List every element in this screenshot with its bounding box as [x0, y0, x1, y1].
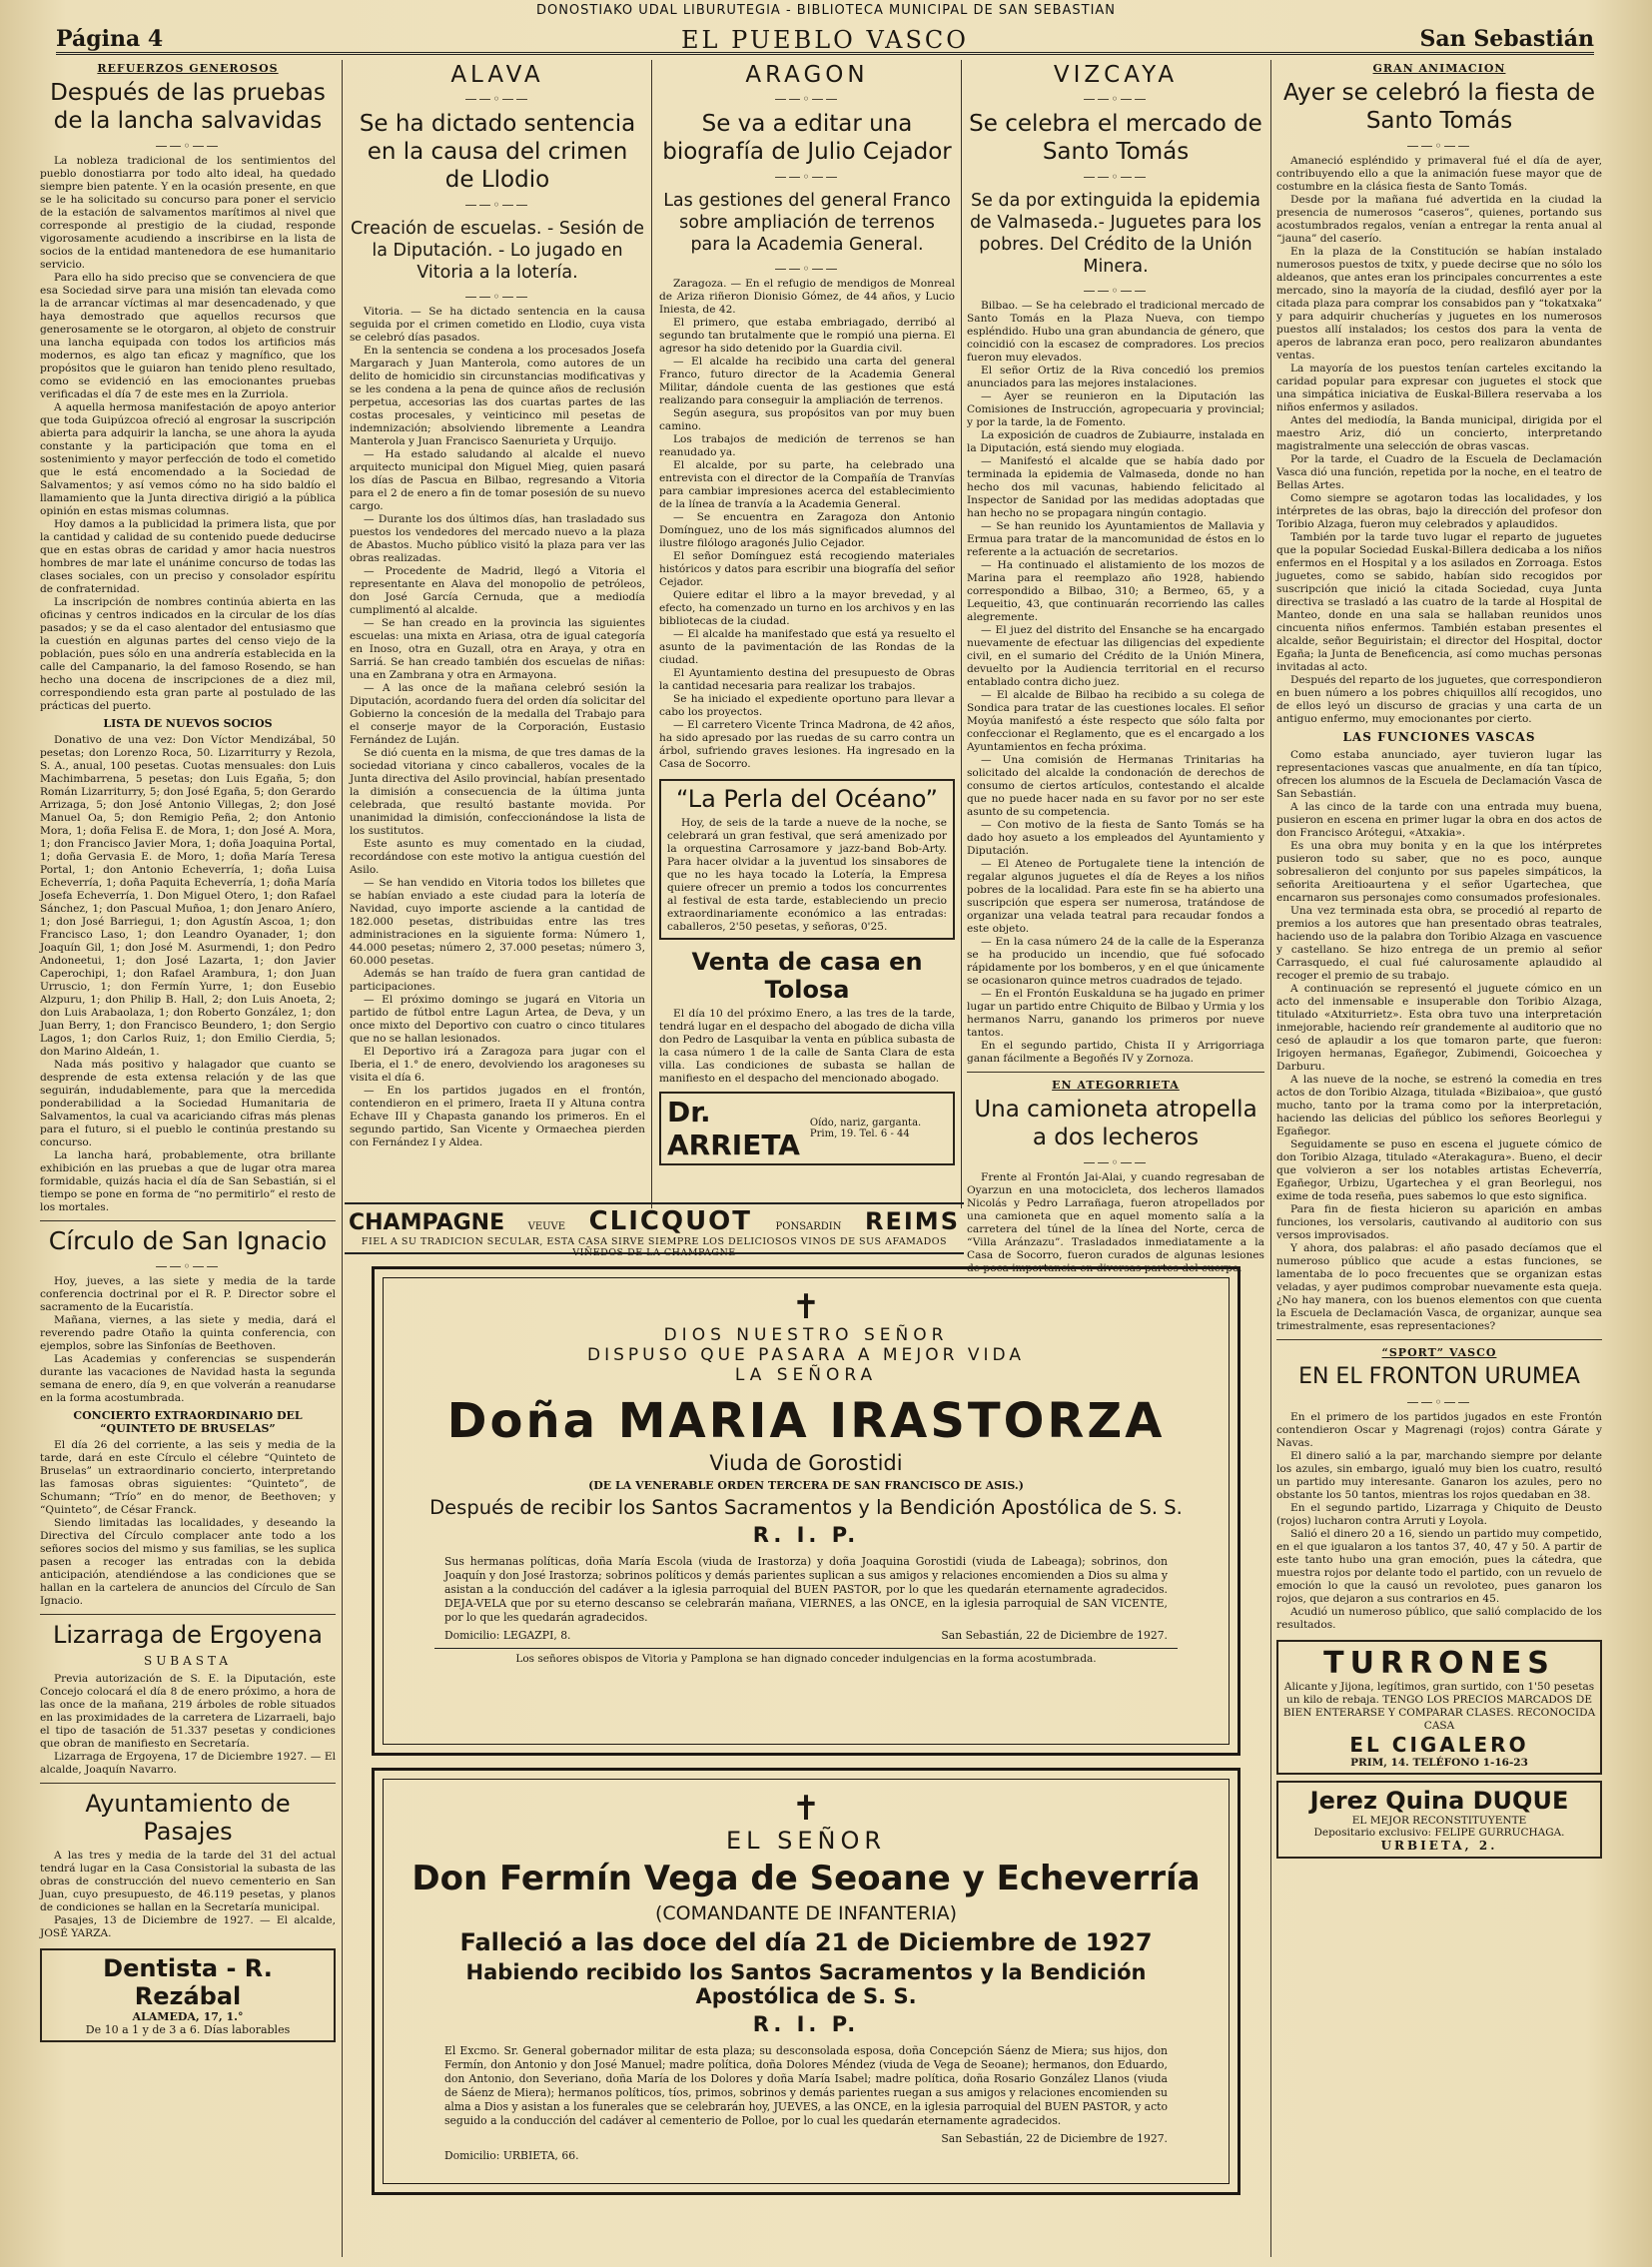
paragraph: — El juez del distrito del Ensanche se ha encargado nuevamente de efectuar las diligencias del expediente civil, en el sumario del Crédito de la Unión Minera, devuelto por la Audiencia territorial en el recurso entablado contra dicho juez. — [967, 624, 1264, 688]
ornament: ——◦—— — [1083, 1155, 1149, 1169]
paragraph: El alcalde, por su parte, ha celebrado una entrevista con el director de la Compañía de Tranvías para cambiar impresiones acerca del establecimiento de la línea de tranvía a la Academia General. — [659, 459, 955, 510]
paragraph: Después del reparto de los juguetes, que correspondieron en buen número a los pobres chiquillos allí recogidos, uno de ellos leyó un discurso de gracias y una carta de un antiguo enfermo, muy emocionantes por cierto. — [1276, 674, 1602, 725]
paragraph: Y ahora, dos palabras: el año pasado decíamos que el numeroso público que acude a estas funciones, se lamentaba de lo poco frecuentes que se organizan estas veladas, y ayer pudimos comprobar nuevamente esta queja. ¿No hay manera, con los buenos elementos con que cuenta la Escuela de Declamación Vasca, de organizar, aunque sea trimestralmente, esas representaciones? — [1276, 1242, 1602, 1332]
masthead — [56, 22, 1594, 55]
article-headline: Ayuntamiento de Pasajes — [85, 1790, 291, 1846]
article-headline: Ayer se celebró la fiesta de Santo Tomás — [1282, 80, 1595, 134]
ad-shop: EL CIGALERO — [1349, 1733, 1529, 1757]
paragraph: — Ha continuado el alistamiento de los mozos de Marina para el reemplazo año 1928, habiendo correspondido a Bilbao, 310; a Bermeo, 65, y a Lequeitio, 43, que continuarán recorriendo las calles alegremente. — [967, 559, 1264, 623]
champagne-ad — [345, 1202, 964, 1258]
article-body — [659, 278, 955, 771]
notice-body — [667, 817, 947, 934]
obituary-line: DIOS NUESTRO SEÑOR — [663, 1325, 949, 1345]
column-1 — [40, 60, 336, 2257]
paragraph: El Deportivo irá a Zaragoza para jugar con el Iberia, el 1.° de enero, devolviendo los aragoneses su visita el día 6. — [350, 1046, 645, 1084]
paragraph: Salió el dinero 20 a 16, siendo un partido muy competido, en el que igualaron a los tantos 37, 40, 47 y 50. A partir de este tanto hubo una gran emoción, pues la cátedra, que muestra rojos por delante todo el partido, con un revuelo de emoción lo que la causó un revoloteo, pues ganaron los rojos, que dejaron a sus contrarios en 45. — [1276, 1528, 1602, 1605]
paragraph: — En el Frontón Euskalduna se ha jugado en primer lugar un partido entre Chiquito de Bilbao y Urmia y los hermanos Narru, ganando los primeros por nueve tantos. — [967, 988, 1264, 1039]
obituary-line: DISPUSO QUE PASARA A MEJOR VIDA — [587, 1345, 1025, 1365]
article-body — [40, 155, 336, 1214]
ornament: ——◦—— — [774, 92, 840, 106]
paragraph: El señor Domínguez está recogiendo materiales históricos y datos para escribir una biografía del señor Cejador. — [659, 550, 955, 588]
column-rule — [961, 60, 962, 1208]
obituary-death: Falleció a las doce del día 21 de Diciembre de 1927 — [459, 1928, 1153, 1956]
ad-title: Dr. ARRIETA — [667, 1096, 800, 1161]
city-name: San Sebastián — [1419, 26, 1594, 52]
column-rule — [651, 60, 652, 1208]
column-vizcaya — [967, 60, 1264, 1274]
obituary-address: Domicilio: URBIETA, 66. — [444, 2149, 579, 2162]
paragraph: Como siempre se agotaron todas las localidades, y los intérpretes de las obras, bajo la dirección del profesor don Toribio Alzaga, fueron muy celebrados y aplaudidos. — [1276, 492, 1602, 530]
quina-ad — [1276, 1781, 1602, 1859]
ad-title: Jerez Quina DUQUE — [1309, 1787, 1569, 1815]
ornament: ——◦—— — [774, 170, 840, 184]
paragraph: El día 26 del corriente, a las seis y media de la tarde, dará en este Círculo el célebre “Quinteto de Bruselas” un extraordinario concierto, interpretando las famosas obras siguientes: “Quinteto”, de Schumann; “Trío” en do menor, de Beethoven; y “Quinteto”, de César Franck. — [40, 1439, 336, 1516]
paragraph: Se dió cuenta en la misma, de que tres damas de la sociedad vitoriana y cinco caballeros, vocales de la Junta directiva del Asilo provincial, habían presentado la dimisión a consecuencia de la última junta celebrada, que resultó bastante movida. Por unanimidad la dimisión, confeccionándose la lista de los sustitutos. — [350, 747, 645, 837]
paragraph: — En la casa número 24 de la calle de la Esperanza se ha producido un incendio, que fué sofocado rápidamente por los bomberos, y en el que únicamente se ocasionaron quince metros cuadrados de tejado. — [967, 936, 1264, 987]
article-body — [40, 1673, 336, 1777]
paragraph: Se ha iniciado el expediente oportuno para llevar a cabo los proyectos. — [659, 693, 955, 718]
paragraph: — Se han reunido los Ayuntamientos de Mallavia y Ermua para tratar de la mancomunidad de éstos en lo referente a la actuación de secretarios. — [967, 520, 1264, 558]
article-body — [1276, 1411, 1602, 1632]
paragraph: — El alcalde ha recibido una carta del general Franco, futuro director de la Academia General Militar, dándole cuenta de las gestiones que está realizando para conseguir la ampliación de terrenos. — [659, 356, 955, 406]
deceased-name: Doña MARIA IRASTORZA — [446, 1393, 1166, 1449]
ad-word: PONSARDIN — [775, 1221, 842, 1232]
paragraph: Donativo de una vez: Don Víctor Mendizábal, 50 pesetas; don Lorenzo Roca, 50. Lizarriturry y Rezola, S. A., anual, 100 pesetas. Cuotas mensuales: don Luis Machimbarrena, 5 pesetas; don Luis Egaña, 5; don Román Lizarriturry, 5; don José Egaña, 5; don Gerardo Arrizaga, 5; don José Antonio Villegas, 2; don José Manuel Oa, 5; don Remigio Peña, 2; don Antonio Mora, 1; doña Felisa E. de Mora, 1; don José A. Mora, 1; don Francisco Javier Mora, 1; doña Joaquina Portal, 1; doña Gervasia E. de Moro, 1; doña María Teresa Portal, 1; don Antonio Echeverría, 1; doña Luisa Echeverría, 1; doña Paquita Echeverría, 1; doña María Josefa Echeverría, 1. Don Miguel Otero, 1; don Rafael Sánchez, 1; don Pascual Muñoa, 1; don Jenaro Aníero, 1; don José Barriegui, 1; don Agustín Ascoa, 1; don Francisco Laso, 1; don Leandro Oyanader, 1; don Joaquín Gil, 1; don José M. Asurmendi, 1; don Pedro Andoneetui, 1; don José Lazarta, 1; don Javier Caperochipi, 1; don Rafael Arambura, 1; don Juan Urruscio, 1; don Fermín Yurre, 1; don Eusebio Alzpuru, 1; don Philip B. Hall, 2; don Luis Anoeta, 2; don Luis Arabaolaza, 1; don Roberto González, 1; don Juan Berry, 1; don Francisco Beundero, 1; don Sergio Lagos, 1; don Carlos Ruiz, 1; don Emilio Cierdia, 5; don Marino Aldeán, 1. — [40, 734, 336, 1058]
paragraph: A las nueve de la noche, se estrenó la comedia en tres actos de don Toribio Alzaga, titulada «Bizibaioa», que gustó mucho, tanto por la trama como por la interpretación, haciendo las delicias del público los señores Beorlegui y Egañegor. — [1276, 1074, 1602, 1137]
paragraph: — Durante los dos últimos días, han trasladado sus puestos los vendedores del mercado nuevo a la plaza de Abastos. Mucho público visitó la plaza para ver las obras realizadas. — [350, 513, 645, 564]
article-subheading: Se da por extinguida la epidemia de Valmaseda.- Juguetes para los pobres. Del Crédito de la Unión Minera. — [969, 191, 1262, 277]
turrones-ad — [1276, 1640, 1602, 1775]
ad-title: TURRONES — [1323, 1646, 1555, 1681]
newspaper-name: EL PUEBLO VASCO — [681, 26, 969, 54]
article-headline: Después de las pruebas de la lancha salvavidas — [50, 80, 326, 134]
article-body — [967, 300, 1264, 1066]
paragraph: Los trabajos de medición de terrenos se han reanudado ya. — [659, 433, 955, 458]
article-headline: Se celebra el mercado de Santo Tomás — [969, 111, 1262, 165]
obituary-date: San Sebastián, 22 de Diciembre de 1927. — [941, 2132, 1168, 2145]
obituary-sacraments: Después de recibir los Santos Sacramentos y la Bendición Apostólica de S. S. — [429, 1496, 1183, 1519]
paragraph: Como estaba anunciado, ayer tuvieron lugar las representaciones vascas que anualmente, en día tan típico, ofrecen los alumnos de la Escuela de Declamación Vasca de San Sebastián. — [1276, 749, 1602, 800]
paragraph: Una vez terminada esta obra, se procedió al reparto de premios a los autores que han presentado obras teatrales, haciendo uso de la palabra don Toribio Alzaga en vascuence y castellano. Se hizo entrega de un premio al señor Carrasquedo, el cual fué calurosamente aplaudido al recoger el premio de su trabajo. — [1276, 905, 1602, 982]
paragraph: — El Ateneo de Portugalete tiene la intención de regalar algunos juguetes el día de Reyes a los niños pobres de la localidad. Para este fin se ha abierto una suscripción que espera ser numerosa, tratándose de organizar una velada teatral para recaudar fondos a este objeto. — [967, 858, 1264, 935]
ornament: ——◦—— — [1083, 284, 1149, 298]
paragraph: — Procedente de Madrid, llegó a Vitoria el representante en Alava del monopolio de petróleos, don José García Cernuda, que a mediodía cumplimentó al alcalde. — [350, 565, 645, 616]
ornament: ——◦—— — [1406, 1395, 1472, 1409]
divider — [40, 1220, 336, 1221]
divider — [40, 1783, 336, 1784]
notice-title: “La Perla del Océano” — [676, 785, 938, 813]
paragraph: Este asunto es muy comentado en la ciudad, recordándose con este motivo la antigua cuestión del Asilo. — [350, 838, 645, 876]
article-headline: Se ha dictado sentencia en la causa del crimen de Llodio — [359, 111, 636, 193]
paragraph: Mañana, viernes, a las siete y media, dará el reverendo padre Otaño la quinta conferencia, con ejemplos, sobre las Sinfonías de Beethoven. — [40, 1314, 336, 1352]
ad-subtitle: EL MEJOR RECONSTITUYENTE — [1351, 1815, 1527, 1827]
paragraph: Para fin de fiesta hicieron su aparición en ambas funciones, los versolaris, cautivando al auditorio con sus versos improvisados. — [1276, 1203, 1602, 1241]
paragraph: A las cinco de la tarde con una entrada muy buena, pusieron en escena en primer lugar la obra en dos actos de don Francisco Arótegui, «Atxakia». — [1276, 801, 1602, 839]
paragraph: Pasajes, 13 de Diciembre de 1927. — El alcalde, JOSÉ YARZA. — [40, 1914, 336, 1939]
paragraph: — En los partidos jugados en el frontón, contendieron en el primero, Iraeta II y Altuna contra Echave III y Chapasta ganando los primeros. En el segundo partido, San Vicente y Ormaechea pierden con Fernández I y Aldea. — [350, 1085, 645, 1148]
paragraph: Antes del mediodía, la Banda municipal, dirigida por el maestro Ariz, dió un concierto, interpretando magistralmente una selección de obras vascas. — [1276, 414, 1602, 452]
obituary-content — [405, 1289, 1208, 1665]
paragraph: Quiere editar el libro a la mayor brevedad, y al efecto, ha comenzado un turno en los archivos y en las bibliotecas de la ciudad. — [659, 589, 955, 627]
ad-hours: De 10 a 1 y de 3 a 6. Días laborables — [85, 2023, 291, 2036]
obituary-line: LA SEÑORA — [734, 1365, 878, 1385]
obituary-content — [405, 1791, 1208, 2162]
paragraph: Bilbao. — Se ha celebrado el tradicional mercado de Santo Tomás en la Plaza Nueva, con tiempo espléndido. Hubo una gran abundancia de género, que coincidió con la escasez de compradores. Los precios fueron muy elevados. — [967, 300, 1264, 364]
library-watermark: DONOSTIAKO UDAL LIBURUTEGIA - BIBLIOTECA MUNICIPAL DE SAN SEBASTIAN — [535, 3, 1117, 18]
divider — [40, 1614, 336, 1615]
article-headline: Una camioneta atropella a dos lecheros — [974, 1097, 1257, 1150]
paragraph: Las Academias y conferencias se suspenderán durante las vacaciones de Navidad hasta la segunda semana de enero, día 9, en que volverán a reanudarse en la forma acostumbrada. — [40, 1353, 336, 1404]
article-headline: Venta de casa en Tolosa — [691, 948, 923, 1004]
article-body — [40, 1275, 336, 1608]
region-title: ARAGON — [745, 62, 869, 88]
paragraph: También por la tarde tuvo lugar el reparto de juguetes que la popular Sociedad Euskal-Billera dedicaba a los niños enfermos en el Hospital y a los asilados en Zorroaga. Estos juguetes, como se sabido, habían sido recogidos por suscripción que inició la citada Sociedad, cuya Junta directiva se trasladó a las cuatro de la tarde al Hospital de Manteo, donde en una sala se hallaban reunidos unos cincuenta niños enfermos. También estaban presentes el alcalde, señor Beguiristain; el director del Hospital, doctor Egaña; la Junta de Beneficencia, así como muchas personas invitadas al acto. — [1276, 531, 1602, 673]
obituary-irastorza — [372, 1266, 1240, 1756]
article-body — [350, 306, 645, 1149]
obituary-rip: R. I. P. — [752, 2012, 860, 2036]
obituary-widow: Viuda de Gorostidi — [709, 1451, 903, 1475]
obituary-address: Domicilio: LEGAZPI, 8. — [444, 1629, 571, 1642]
cross-icon: ✝ — [791, 1287, 821, 1327]
ad-depositary: Depositario exclusivo: FELIPE GURRUCHAGA. — [1313, 1827, 1565, 1839]
obituary-text: Sus hermanas políticas, doña María Escola (viuda de Irastorza) y doña Joaquina Gorostidi (viuda de Labeaga); sobrinos, don Joaquín y don José Irastorza; sobrinos políticos y demás parientes suplican a sus amigos y relaciones encomienden a Dios su alma y asistan a la conducción del cadáver a la iglesia parroquial del BUEN PASTOR, por lo que les quedarán eternamente agradecidos. DEJA-VELA que por su eterno descanso se celebrarán mañana, VIERNES, a las ONCE, en la iglesia parroquial de SAN VICENTE, por lo que les quedarán agradecidos. — [444, 1555, 1168, 1624]
paragraph: Según asegura, sus propósitos van por muy buen camino. — [659, 407, 955, 432]
paragraph: — El alcalde ha manifestado que está ya resuelto el asunto de la pavimentación de las Rondas de la ciudad. — [659, 628, 955, 666]
paragraph: El primero, que estaba embriagado, derribó al segundo tan brutalmente que le rompió una pierna. El agresor ha sido detenido por la Guardia civil. — [659, 317, 955, 355]
paragraph: — Con motivo de la fiesta de Santo Tomás se ha dado hoy asueto a los empleados del Ayuntamiento y Diputación. — [967, 819, 1264, 857]
dentist-ad — [40, 1948, 336, 2042]
paragraph: A aquella hermosa manifestación de apoyo anterior que toda Guipúzcoa ofreció al engrosar la suscripción abierta para adquirir la lancha, se une ahora la ayuda constante y la participación que toma en el sostenimiento y mayor perfección de todo el cometido que le está encomendado a la Sociedad de Salvamentos; y así vemos cómo no ha sido baldío el llamamiento que la Junta directiva dirigió a la pública opinión en estas mismas columnas. — [40, 401, 336, 517]
ad-address: ALAMEDA, 17, 1.° — [132, 2010, 244, 2023]
paragraph: — Se han vendido en Vitoria todos los billetes que se habían enviado a este ciudad para la lotería de Navidad, cuyo importe asciende a la cantidad de 182.000 pesetas, distribuidas entre las tres administraciones en la siguiente forma: Número 1, 44.000 pesetas; número 2, 37.000 pesetas; número 3, 60.000 pesetas. — [350, 877, 645, 967]
obituary-date: San Sebastián, 22 de Diciembre de 1927. — [941, 1629, 1168, 1642]
paragraph: Hoy, de seis de la tarde a nueve de la noche, se celebrará un gran festival, que será amenizado por la orquestina Carrosamore y jazz-band Bob-Arty. Para hacer olvidar a la juventud los sinsabores de que no les haya tocado la Lotería, la Empresa quiere ofrecer un premio a todos los concurrentes al festival de esta tarde, estableciendo un precio extraordinariamente económico a las entradas: caballeros, 2'50 pesetas, y señoras, 0'25. — [667, 817, 947, 933]
ornament: ——◦—— — [1083, 170, 1149, 184]
paragraph: Hoy, jueves, a las siete y media de la tarde conferencia doctrinal por el R. P. Director sobre el sacramento de la Eucaristía. — [40, 1275, 336, 1313]
article-body — [40, 1850, 336, 1940]
article-subheading: Creación de escuelas. - Sesión de la Diputación. - Lo jugado en Vitoria a la lotería. — [351, 219, 644, 283]
paragraph: En la plaza de la Constitución se habían instalado numerosos puestos de txitx, y puede decirse que no sólo los aldeanos, que antes eran los principales concurrentes a este mercado, sino la mayoría de la ciudad, desfiló ayer por la citada plaza para comprar los consabidos pan y “tokatxaka” y para adquirir chucherías y juguetes en los numerosos puestos allí instalados; los cestos dos para la venta de aperos de labranza eran poco, pero realizaron abundantes ventas. — [1276, 246, 1602, 362]
paragraph: — El próximo domingo se jugará en Vitoria un partido de fútbol entre Lagun Artea, de Deva, y un once mixto del Deportivo con cuatro o cinco titulares que no se hallan lesionados. — [350, 994, 645, 1045]
divider — [1276, 1339, 1602, 1340]
ad-tagline: FIEL A SU TRADICION SECULAR, ESTA CASA SIRVE SIEMPRE LOS DELICIOSOS VINOS DE SUS AFAMADOS VIÑEDOS DE LA CHAMPAGNE — [361, 1236, 948, 1258]
column-rule — [342, 60, 343, 2257]
paragraph: A continuación se representó el juguete cómico en un acto del inmensable e insuperable don Toribio Alzaga, titulado «Atxiturrietz». Esta obra tuvo una interpretación inmejorable, haciendo reír grandemente al auditorio que no cesó de aplaudir a los que tomaron parte, que fueron: Irigoyen hermanas, Egañegor, Zubimendi, Goicoechea y Darburu. — [1276, 983, 1602, 1073]
ad-word: CLICQUOT — [588, 1206, 753, 1236]
deceased-name: Don Fermín Vega de Seoane y Echeverría — [412, 1859, 1201, 1898]
article-headline: EN EL FRONTON URUMEA — [1298, 1364, 1580, 1389]
ornament: ——◦—— — [155, 1259, 221, 1273]
paragraph: — Una comisión de Hermanas Trinitarias ha solicitado del alcalde la condonación de derechos de consumo de ciertos artículos, contestando el alcalde que no puede hacer nada en su favor por no ser este asunto de su competencia. — [967, 754, 1264, 818]
paragraph: Seguidamente se puso en escena el juguete cómico de don Toribio Alzaga, titulado «Aterakagura». Bueno, el decir que volvieron a ser los notables artistas Echeverría, Egañegor, Urbizu, Ugartechea y el gran Beorlegui, nos exime de toda reseña, pues sabemos lo que esto significa. — [1276, 1138, 1602, 1202]
paragraph: — Ha estado saludando al alcalde el nuevo arquitecto municipal don Miguel Mieg, quien pasará los días de Pascua en Bilbao, regresando a Vitoria para el 2 de enero a fin de tomar posesión de su nuevo cargo. — [350, 448, 645, 512]
ornament: ——◦—— — [464, 92, 530, 106]
paragraph: La nobleza tradicional de los sentimientos del pueblo donostiarra por todo alto ideal, ha quedado siempre bien patente. Y en la ocasión presente, en que se le ha solicitado su concurso para poner el servicio de la estación de salvamentos marítimos al nivel que corresponde al prestigio de la ciudad, responde vigorosamente acudiendo a inscribirse en la lista de socios de la entidad mantenedora de ese humanitario servicio. — [40, 155, 336, 271]
column-aragon — [659, 60, 955, 1198]
ad-info: Oído, nariz, garganta. Prim, 19. Tel. 6 - 44 — [809, 1118, 922, 1139]
paragraph: Por la tarde, el Cuadro de la Escuela de Declamación Vasca dió una función, repetida por la noche, en el teatro de Bellas Artes. — [1276, 453, 1602, 491]
paragraph: Es una obra muy bonita y en la que los intérpretes pusieron todo su saber, que no es poco, aunque sobresalieron del conjunto por sus papeles simpáticos, la señorita Areitioaurtena y el señor Ugartechea, que encarnaron sus personajes como consumados profesionales. — [1276, 840, 1602, 904]
paragraph: El día 10 del próximo Enero, a las tres de la tarde, tendrá lugar en el despacho del abogado de dicha villa don Pedro de Lasquibar la venta en pública subasta de la casa número 1 de la calle de Santa Clara de esta villa. Las condiciones de subasta se hallan de manifiesto en el despacho del mencionado abogado. — [659, 1008, 955, 1085]
obituary-note: Los señores obispos de Vitoria y Pamplona se han dignado conceder indulgencias en la forma acostumbrada. — [434, 1648, 1178, 1665]
paragraph: En el segundo partido, Chista II y Arrigorriaga ganan fácilmente a Begoñés IV y Zornoza. — [967, 1040, 1264, 1065]
paragraph: Acudió un numeroso público, que salió complacido de los resultados. — [1276, 1606, 1602, 1631]
paragraph: Además se han traído de fuera gran cantidad de participaciones. — [350, 968, 645, 993]
ad-address: PRIM, 14. TELÉFONO 1-16-23 — [1350, 1757, 1528, 1769]
ornament: ——◦—— — [155, 139, 221, 153]
arrieta-ad — [659, 1092, 955, 1165]
region-title: VIZCAYA — [1053, 62, 1179, 88]
obituary-order: (DE LA VENERABLE ORDEN TERCERA DE SAN FRANCISCO DE ASIS.) — [588, 1479, 1024, 1492]
ornament: ——◦—— — [464, 198, 530, 212]
kicker: EN ATEGORRIETA — [1052, 1079, 1180, 1092]
kicker: “SPORT” VASCO — [1381, 1346, 1497, 1359]
paragraph: El señor Ortiz de la Riva concedió los premios anunciados para las mejores instalaciones. — [967, 365, 1264, 389]
paragraph: Desde por la mañana fué advertida en la ciudad la presencia de numerosos “caseros”, quienes, portando sus acostumbrados regalos, venían a entregar la renta anual al “jauna” del caserío. — [1276, 194, 1602, 245]
paragraph: Previa autorización de S. E. la Diputación, este Concejo colocará el día 8 de enero próximo, a hora de las once de la mañana, 219 árboles de roble situados en las proximidades de la carretera de Lizarraeli, bajo el tipo de tasación de 51.337 pesetas y condiciones que obran de manifiesto en Secretaría. — [40, 1673, 336, 1750]
paragraph: La mayoría de los puestos tenían carteles excitando la caridad popular para expresar con juguetes el stock que una simpática iniciativa de Euskal-Billera reservaba a los niños enfermos y asilados. — [1276, 363, 1602, 413]
subheading: SUBASTA — [143, 1654, 233, 1668]
paragraph: La exposición de cuadros de Zubiaurre, instalada en la Diputación, está siendo muy elogiada. — [967, 429, 1264, 454]
article-body — [967, 1171, 1264, 1275]
article-headline: Se va a editar una biografía de Julio Cejador — [662, 111, 952, 165]
paragraph: En la sentencia se condena a los procesados Josefa Margarach y Juan Manterola, como autores de un delito de homicidio sin circunstancias modificativas y se les condena a la pena de quince años de reclusión perpetua, accesorias las dos cuartas partes de las costas procesales, y veinticinco mil pesetas de indemnización; absolviendo libremente a Leandra Manterola y Juan Francisco Saenurieta y Urquijo. — [350, 345, 645, 447]
article-body — [659, 1008, 955, 1086]
ornament: ——◦—— — [464, 290, 530, 304]
article-headline: Círculo de San Ignacio — [48, 1226, 328, 1255]
obituary-footer-row — [405, 1625, 1208, 1646]
paragraph: Hoy damos a la publicidad la primera lista, que por la cantidad y calidad de su contenido puede deducirse que en estas obras de caridad y amor hacia nuestros hombres de mar late el unánime concurso de todas las clases sociales, con un preciso y consolador espíritu de confraternidad. — [40, 518, 336, 595]
ad-word: REIMS — [865, 1207, 960, 1235]
article-subheading: Las gestiones del general Franco sobre ampliación de terrenos para la Academia General. — [663, 191, 951, 255]
paragraph: Siendo limitadas las localidades, y deseando la Directiva del Círculo complacer ante todo a los señores socios del mismo y sus familias, se les suplica pasen a recoger las entradas con la debida anticipación, atendiéndose a las condiciones que se hallan en la cartelera de anuncios del Círculo de San Ignacio. — [40, 1517, 336, 1607]
region-title: ALAVA — [450, 62, 544, 88]
paragraph: El Ayuntamiento destina del presupuesto de Obras la cantidad necesaria para realizar los trabajos. — [659, 667, 955, 692]
ad-title: Dentista - R. Rezábal — [103, 1954, 273, 2010]
perla-notice — [659, 779, 955, 940]
paragraph: La inscripción de nombres continúa abierta en las oficinas y centros indicados en la circular de los días pasados; y se da el caso alentador del entusiasmo que la cuestión en algunas partes del censo viejo de la población, pues sólo en una andrería establecida en la calle del Campanario, la del famoso Rosendo, se han hecho una docena de inscripciones de a diez mil, correspondiendo esta gran parte al postulado de las prácticas del puerto. — [40, 596, 336, 712]
paragraph: — Manifestó el alcalde que se había dado por terminada la epidemia de Valmaseda, donde no han hecho dos mil vacunas, habiendo felicitado al Inspector de Sanidad por las medidas adoptadas que han hecho no se propagara ningún contagio. — [967, 455, 1264, 519]
paragraph: Lizarraga de Ergoyena, 17 de Diciembre 1927. — El alcalde, Joaquín Navarro. — [40, 1751, 336, 1776]
paragraph: — Ayer se reunieron en la Diputación las Comisiones de Instrucción, agropecuaria y provincial; y por la tarde, la de Fomento. — [967, 390, 1264, 428]
column-rule — [1270, 60, 1271, 2257]
kicker: GRAN ANIMACION — [1372, 62, 1506, 75]
paragraph: En el primero de los partidos jugados en este Frontón contendieron Oscar y Magrenagi (rojos) contra Gárate y Navas. — [1276, 1411, 1602, 1449]
ad-text: Alicante y Jijona, legítimos, gran surtido, con 1'50 pesetas un kilo de rebaja. TENGO LOS PRECIOS MARCADOS DE BIEN ENTERARSE Y COMPARAR CLASES. RECONOCIDA CASA — [1282, 1681, 1596, 1732]
cross-icon: ✝ — [791, 1789, 821, 1829]
paragraph: — El carretero Vicente Trinca Madrona, de 42 años, ha sido apresado por las ruedas de su carro contra un árbol, sufriendo graves lesiones. Ha ingresado en la Casa de Socorro. — [659, 719, 955, 770]
ornament: ——◦—— — [1083, 92, 1149, 106]
paragraph: La lancha hará, probablemente, otra brillante exhibición en las pruebas a que de lugar otra marea formidable, quizás hacia el día de San Sebastián, si el tiempo se pone en forma de “no permitirlo” el resto de los mortales. — [40, 1149, 336, 1213]
paragraph: — Se encuentra en Zaragoza don Antonio Domínguez, uno de los más significados alumnos del ilustre filólogo aragonés Julio Cejador. — [659, 511, 955, 549]
paragraph: Nada más positivo y halagador que cuanto se desprende de esta extensa relación y de las que seguirán, indudablemente, para que la mercedida ponderabilidad a la Sociedad Humanitaria de Salvamentos, la cual va acariciando cifras más plenas para el futuro, si el pueblo le continúa prestando su concurso. — [40, 1059, 336, 1148]
ad-word: CHAMPAGNE — [349, 1210, 505, 1235]
obituary-line: EL SEÑOR — [725, 1827, 887, 1855]
column-5 — [1276, 60, 1602, 2257]
paragraph: — A las once de la mañana celebró sesión la Diputación, acordando fuera del orden día solicitar del Gobierno la concesión de la medalla del Trabajo para el conserje mayor de la Corporación, Eustasio Fernández de Luján. — [350, 682, 645, 746]
subheading: LAS FUNCIONES VASCAS — [1342, 730, 1536, 744]
paragraph: — El alcalde de Bilbao ha recibido a su colega de Sondica para tratar de las cuestiones locales. El señor Moyúa manifestó a éste respecto que sólo falta por confeccionar el Reglamento, que es el encargado a los Ayuntamientos en fecha próxima. — [967, 689, 1264, 753]
article-headline: Lizarraga de Ergoyena — [53, 1621, 323, 1649]
paragraph: Zaragoza. — En el refugio de mendigos de Monreal de Ariza riñeron Dionisio Gómez, de 44 años, y Lucio Iniesta, de 42. — [659, 278, 955, 316]
paragraph: Amaneció espléndido y primaveral fué el día de ayer, contribuyendo ello a que la animación fuese mayor que de costumbre en la clásica fiesta de Santo Tomás. — [1276, 155, 1602, 193]
obituary-vega-de-seoane — [372, 1768, 1240, 2195]
obituary-rip: R. I. P. — [752, 1523, 860, 1547]
ad-word: VEUVE — [527, 1221, 566, 1232]
divider — [967, 1072, 1264, 1073]
article-body — [1276, 155, 1602, 1333]
paragraph: En el segundo partido, Lizarraga y Chiquito de Deusto (rojos) lucharon contra Arruti y Loyola. — [1276, 1502, 1602, 1527]
subheading: CONCIERTO EXTRAORDINARIO DEL “QUINTETO DE BRUSELAS” — [73, 1409, 303, 1435]
list-title: LISTA DE NUEVOS SOCIOS — [103, 717, 273, 730]
paragraph: El dinero salió a la par, marchando siempre por delante los azules, sin embargo, igualó muy bien los cuatro, resultó un partido muy interesante. Ganaron los azules, pero no obstante los 50 tantos, mientras los rojos quedaban en 38. — [1276, 1450, 1602, 1501]
paragraph: A las tres y media de la tarde del 31 del actual tendrá lugar en la Casa Consistorial la subasta de las obras de construcción del nuevo cementerio en San Juan, cuyo presupuesto, de 46.119 pesetas, y planos de condiciones se hallan en la Secretaría municipal. — [40, 1850, 336, 1913]
column-alava — [350, 60, 645, 1198]
ornament: ——◦—— — [1406, 139, 1472, 153]
paragraph: Para ello ha sido preciso que se convenciera de que esa Sociedad sirve para una misión tan elevada como la de arrancar víctimas al mar desencadenado, y que haya demostrado que aquellos recursos que generosamente se le otorgaron, al objeto de construir una lancha equipada con todos los artificios más modernos, es algo tan eficaz y magnífico, que los propósitos que le guiaron han tenido pleno resultado, como se evidenció en las emocionantes pruebas verificadas el día 7 de este mes en la Zurriola. — [40, 272, 336, 400]
obituary-sacraments: Habiendo recibido los Santos Sacramentos y la Bendición Apostólica de S. S. — [465, 1960, 1147, 2008]
page-number: Página 4 — [56, 26, 164, 52]
kicker: REFUERZOS GENEROSOS — [97, 62, 279, 75]
obituary-rank: (COMANDANTE DE INFANTERIA) — [654, 1902, 958, 1924]
obituary-text: El Excmo. Sr. General gobernador militar de esta plaza; su desconsolada esposa, doña Concepción Sáenz de Miera; sus hijos, don Fermín, don Antonio y don José Manuel; madre política, doña Dolores Méndez (viuda de Vega de Seoane); hermanos, don Eduardo, don Antonio, don Severiano, doña María de los Dolores y doña María Isabel; madre política, doña Rosario González Llanos (viuda de Sáenz de Miera); hermanos políticos, tíos, primos, sobrinos y demás parientes ruegan a sus amigos y relaciones encomienden su alma a Dios y asistan a los funerales que se celebrarán hoy, JUEVES, a las ONCE, en la iglesia parroquial del BUEN PASTOR, y acto seguido a la conducción del cadáver al cementerio de Polloe, por lo cual les quedarán eternamente agradecidos. — [444, 2044, 1168, 2127]
ad-address: URBIETA, 2. — [1380, 1839, 1498, 1853]
ornament: ——◦—— — [774, 262, 840, 276]
paragraph: Vitoria. — Se ha dictado sentencia en la causa seguida por el crimen cometido en Llodio, cuya vista se celebró días pasados. — [350, 306, 645, 344]
paragraph: Frente al Frontón Jai-Alai, y cuando regresaban de Oyarzun en una motocicleta, dos lecheros llamados Nicolás y Pedro Larrañaga, fueron atropellados por una camioneta que en aquel momento salía a la carretera del túnel de la línea del Norte, cerca de “Villa Aránzazu”. Trasladados inmediatamente a la Casa de Socorro, fueron curados de algunas lesiones de poca importancia en diversas partes del cuerpo. — [967, 1171, 1264, 1274]
paragraph: — Se han creado en la provincia las siguientes escuelas: una mixta en Ariasa, otra de igual categoría en Inoso, otra en Guzall, otra en Araya, y otra en Sarriá. Se han creado también dos escuelas de niñas: una en Zambrana y otra en Armayona. — [350, 617, 645, 681]
